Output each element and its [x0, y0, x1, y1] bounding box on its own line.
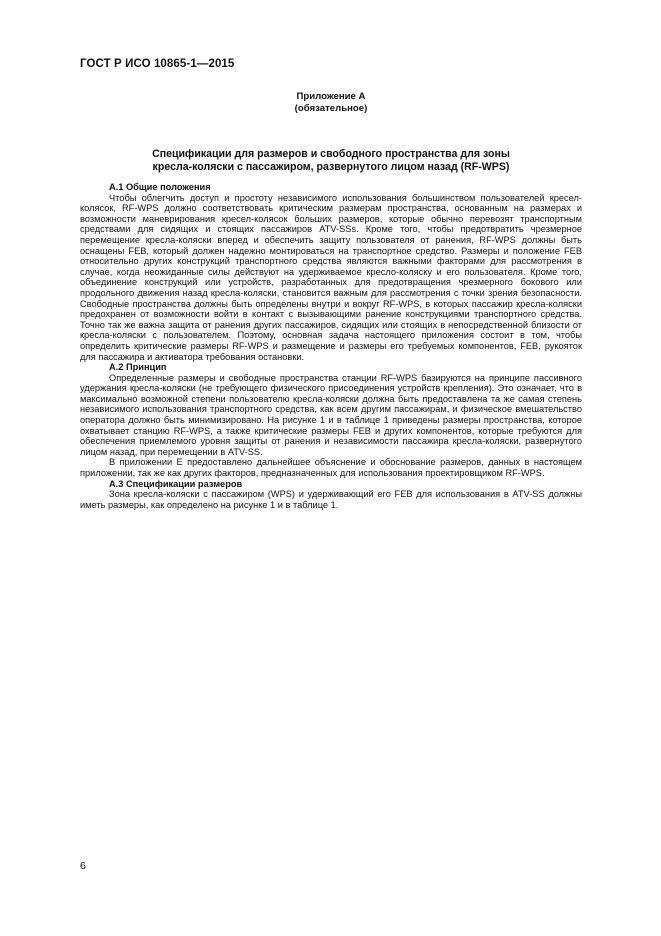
section-heading-a1: А.1 Общие положения	[109, 182, 211, 192]
document-body	[80, 182, 582, 510]
section-a2-paragraph-2: В приложении Е предоставлено дальнейшее объяснение и обоснование размеров, данных в настоящем приложении, так же как других факторов, предназначенных для использования проектировщиком RF-WPS.	[80, 457, 582, 479]
appendix-title	[80, 148, 582, 174]
section-heading-a3: А.3 Спецификации размеров	[109, 478, 243, 489]
section-a2-paragraph-1: Определенные размеры и свободные пространства станции RF-WPS базируются на принципе пассивного удержания кресла-коляски (не требующего физического присоединения устройств крепления). Это означает, что в максимально возможной степени пользователю кресла-коляски должна быть предоставлена та же самая степень независимого использования транспортного средства, как всем другим пассажирам, и физическое вмешательство оператора должно быть минимизировано. На рисунке 1 и в таблице 1 приведены размеры пространства, которое охватывает станцию RF-WPS, а также критические размеры FEB и других компонентов, которые требуются для обеспечения приемлемого уровня защиты от ранения и независимости пассажира кресла-коляски, развернутого лицом назад, при перемещении в ATV-SS.	[80, 372, 582, 457]
appendix-title-line-2: кресла-коляски с пассажиром, развернутого лицом назад (RF-WPS)	[152, 161, 510, 173]
section-heading-a2: А.2 Принцип	[109, 362, 167, 373]
appendix-status: (обязательное)	[294, 103, 368, 114]
page-number: 6	[80, 860, 86, 872]
section-a1-paragraph-1: Чтобы облегчить доступ и простоту независимого использования большинством пользователей кресел-колясок, RF-WPS должно соответствовать критическим размерам пространства, основанным на размерах и возможности маневрирования кресел-колясок больших размеров, которые обычно перевозят транспортным средствами для сидящих и стоящих пассажиров ATV-SSs. Кроме того, чтобы предотвратить чрезмерное перемещение кресла-коляски вперед и обеспечить защиту пользователя от ранения, RF-WPS должны быть оснащены FEB, который должен надежно монтироваться на транспортное средство. Размеры и положение FEB относительно других конструкций транспортного средства являются важными факторами для рассмотрения в случае, когда неожиданные силы действуют на удерживаемое кресло-коляску и его пользователя. Кроме того, объединение конструкций или устройств, разработанных для предотвращения чрезмерного бокового или продольного движения назад кресла-коляски, становится важным для рассмотрения с точки зрения безопасности. Свободные пространства должны быть определены внутри и вокруг RF-WPS, в которых пассажир кресла-коляски предохранен от возможности войти в контакт с вызывающими ранение конструкциями транспортного средства. Точно так же важна защита от ранения других пассажиров, сидящих или стоящих в непосредственной близости от кресла-коляски с пользователем. Поэтому, основная задача настоящего приложения состоит в том, чтобы определить критические размеры RF-WPS и размещение и размеры его требуемых компонентов, FEB, рукояток для пассажира и активатора требования остановки.	[80, 192, 582, 362]
appendix-title-line-1: Спецификации для размеров и свободного пространства для зоны	[152, 148, 510, 160]
section-a3-paragraph-1: Зона кресла-коляски с пассажиром (WPS) и удерживающий его FEB для использования в ATV-SS должны иметь размеры, как определено на рисунке 1 и в таблице 1.	[80, 489, 582, 510]
appendix-label: Приложение А	[296, 91, 366, 102]
appendix-header	[80, 91, 582, 115]
document-code: ГОСТ Р ИСО 10865-1—2015	[80, 58, 235, 70]
